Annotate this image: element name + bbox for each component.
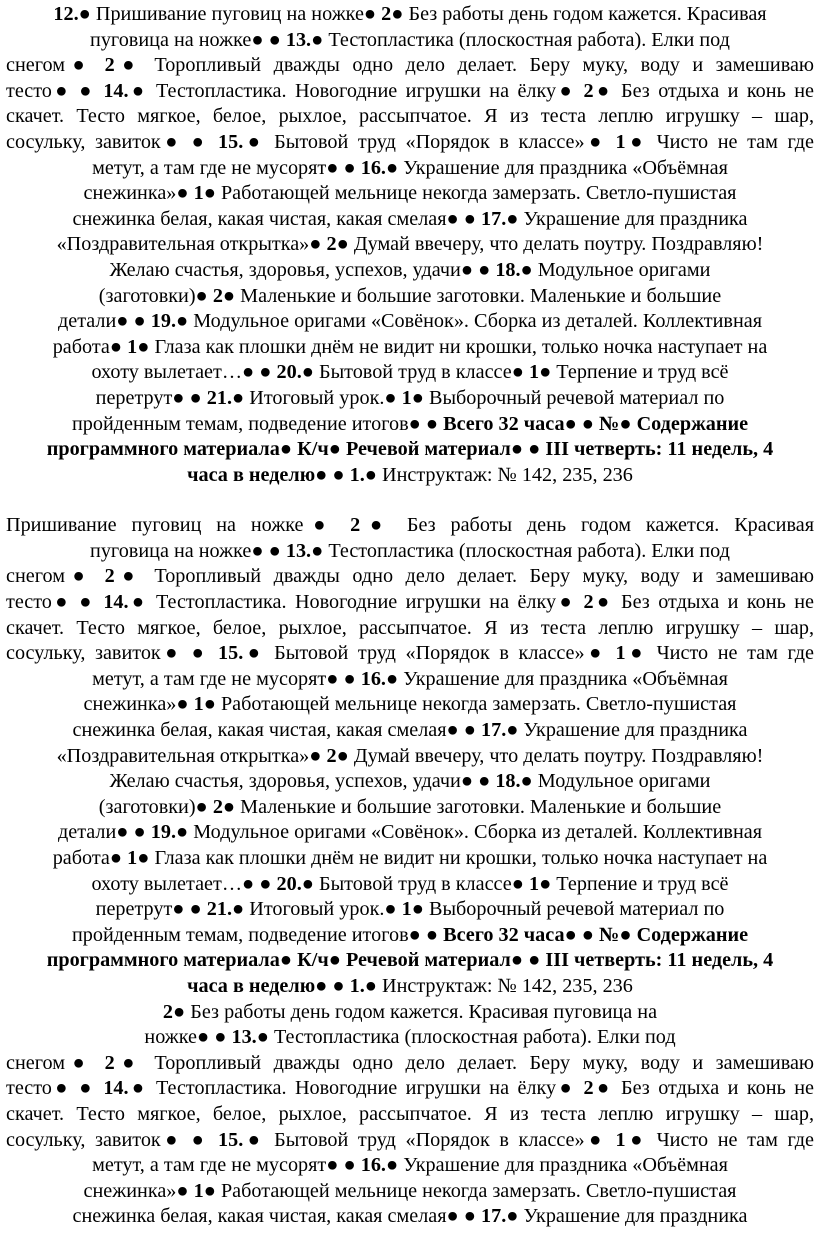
text-line: метут, а там где не мусорят● ● 16.● Украшение для праздника «Объёмная [92,1154,728,1177]
text-line: работа● 1● Глаза как плошки днём не видит ни крошки, только ночка наступает на [52,335,768,358]
text-line: детали● ● 19.● Модульное оригами «Совёнок». Сборка из деталей. Коллективная [57,821,763,844]
text-line: тесто● ● 14.● Тестопластика. Новогодние игрушки на ёлку● 2● Без отдыха и конь не [6,591,814,614]
text-line: тесто● ● 14.● Тестопластика. Новогодние игрушки на ёлку● 2● Без отдыха и конь не [6,1077,814,1100]
text-line: пуговица на ножке● ● 13.● Тестопластика (плоскостная работа). Елки под [90,28,730,51]
text-line: программного материала● К/ч● Речевой материал● ● III четверть: 11 недель, 4 [46,438,774,461]
text-line: снегом● 2● Торопливый дважды одно дело делает. Беру муку, воду и замешиваю [6,565,814,588]
text-line: скачет. Тесто мягкое, белое, рыхлое, рассыпчатое. Я из теста леплю игрушку – шар, [6,616,814,639]
text-line: Пришивание пуговиц на ножке● 2● Без работы день годом кажется. Красивая [6,514,814,537]
text-line: часа в неделю● ● 1.● Инструктаж: № 142, 235, 236 [187,974,633,997]
text-line: снежинка белая, какая чистая, какая смелая● ● 17.● Украшение для праздника [72,1205,748,1228]
text-line: пройденным темам, подведение итогов● ● Всего 32 часа● ● №● Содержание [71,412,749,435]
text-line: охоту вылетает…● ● 20.● Бытовой труд в классе● 1● Терпение и труд всё [91,361,729,384]
paragraph-gap [6,488,814,513]
text-line: скачет. Тесто мягкое, белое, рыхлое, рассыпчатое. Я из теста леплю игрушку – шар, [6,1102,814,1125]
text-line: снежинка»● 1● Работающей мельнице некогда замерзать. Светло-пушистая [83,1179,737,1202]
text-block-2 [6,513,814,1230]
text-line: 12.● Пришивание пуговиц на ножке● 2● Без работы день годом кажется. Красивая [53,3,767,25]
text-line: (заготовки)● 2● Маленькие и большие заготовки. Маленькие и большие [98,284,722,307]
text-line: тесто● ● 14.● Тестопластика. Новогодние игрушки на ёлку● 2● Без отдыха и конь не [6,79,814,102]
text-block-1 [6,0,814,488]
text-line: метут, а там где не мусорят● ● 16.● Украшение для праздника «Объёмная [92,156,728,179]
text-line: перетрут● ● 21.● Итоговый урок.● 1● Выборочный речевой материал по [95,386,725,409]
text-line: Желаю счастья, здоровья, успехов, удачи● ● 18.● Модульное оригами [109,258,711,281]
text-line: снегом● 2● Торопливый дважды одно дело делает. Беру муку, воду и замешиваю [6,1051,814,1074]
text-line: метут, а там где не мусорят● ● 16.● Украшение для праздника «Объёмная [92,667,728,690]
text-line: пройденным темам, подведение итогов● ● Всего 32 часа● ● №● Содержание [71,923,749,946]
text-line: Желаю счастья, здоровья, успехов, удачи● ● 18.● Модульное оригами [109,770,711,793]
text-line: (заготовки)● 2● Маленькие и большие заготовки. Маленькие и большие [98,795,722,818]
text-line: часа в неделю● ● 1.● Инструктаж: № 142, 235, 236 [187,463,633,486]
text-line: «Поздравительная открытка»● 2● Думай ввечеру, что делать поутру. Поздравляю! [56,233,764,256]
text-line: скачет. Тесто мягкое, белое, рыхлое, рассыпчатое. Я из теста леплю игрушку – шар, [6,105,814,128]
text-line: пуговица на ножке● ● 13.● Тестопластика (плоскостная работа). Елки под [90,539,730,562]
text-line: сосульку, завиток● ● 15.● Бытовой труд «Порядок в классе»● 1● Чисто не там где [6,1128,814,1151]
text-line: снежинка»● 1● Работающей мельнице некогда замерзать. Светло-пушистая [83,182,737,205]
text-line: «Поздравительная открытка»● 2● Думай ввечеру, что делать поутру. Поздравляю! [56,744,764,767]
text-line: 2● Без работы день годом кажется. Красивая пуговица на [162,1000,658,1023]
text-line: снежинка белая, какая чистая, какая смелая● ● 17.● Украшение для праздника [72,719,748,742]
text-line: детали● ● 19.● Модульное оригами «Совёнок». Сборка из деталей. Коллективная [57,310,763,333]
text-line: программного материала● К/ч● Речевой материал● ● III четверть: 11 недель, 4 [46,949,774,972]
text-line: работа● 1● Глаза как плошки днём не видит ни крошки, только ночка наступает на [52,847,768,869]
text-line: снежинка белая, какая чистая, какая смелая● ● 17.● Украшение для праздника [72,207,748,230]
text-line: сосульку, завиток● ● 15.● Бытовой труд «Порядок в классе»● 1● Чисто не там где [6,642,814,665]
text-line: снегом● 2● Торопливый дважды одно дело делает. Беру муку, воду и замешиваю [6,54,814,77]
text-line: перетрут● ● 21.● Итоговый урок.● 1● Выборочный речевой материал по [95,898,725,921]
text-line: охоту вылетает…● ● 20.● Бытовой труд в классе● 1● Терпение и труд всё [91,872,729,895]
text-line: ножке● ● 13.● Тестопластика (плоскостная работа). Елки под [144,1026,676,1049]
text-line: снежинка»● 1● Работающей мельнице некогда замерзать. Светло-пушистая [83,693,737,716]
text-line: сосульку, завиток● ● 15.● Бытовой труд «Порядок в классе»● 1● Чисто не там где [6,130,814,153]
